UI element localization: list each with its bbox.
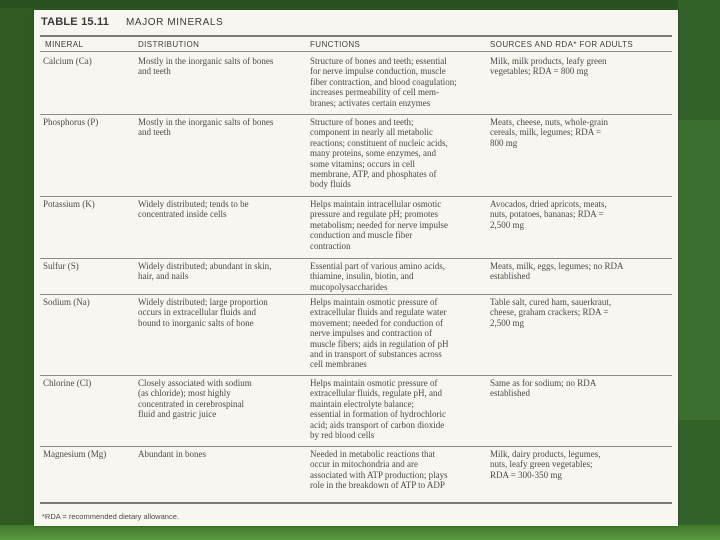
background-top-stripe: [0, 0, 720, 8]
header-rule-bottom: [40, 51, 672, 52]
row-divider: [40, 375, 672, 376]
distribution-cell: Widely distributed; large proportion occurs in extracellular fluids and bound to inorganic salts of bone: [138, 297, 268, 328]
distribution-cell: Closely associated with sodium (as chloride); most highly concentrated in cerebrospinal fluid and gastric juice: [138, 378, 252, 420]
mineral-cell: Chlorine (Cl): [43, 378, 92, 388]
sources-cell: Table salt, cured ham, sauerkraut, cheese, graham crackers; RDA = 2,500 mg: [490, 297, 612, 328]
background-right-strip: [678, 0, 720, 540]
row-divider: [40, 294, 672, 295]
sources-cell: Same as for sodium; no RDA established: [490, 378, 597, 399]
sources-cell: Meats, cheese, nuts, whole-grain cereals, milk, legumes; RDA = 800 mg: [490, 117, 608, 148]
mineral-cell: Sodium (Na): [43, 297, 90, 307]
table-number: TABLE 15.11: [41, 16, 110, 28]
sources-cell: Milk, dairy products, legumes, nuts, leafy green vegetables; RDA = 300-350 mg: [490, 449, 601, 480]
table-title: MAJOR MINERALS: [126, 17, 224, 28]
row-divider: [40, 114, 672, 115]
header-rule-top: [40, 35, 672, 37]
distribution-cell: Abundant in bones: [138, 449, 206, 459]
distribution-cell: Mostly in the inorganic salts of bones and teeth: [138, 117, 274, 138]
mineral-cell: Potassium (K): [43, 199, 95, 209]
column-header-sources: SOURCES AND RDA* FOR ADULTS: [490, 40, 634, 49]
sources-cell: Milk, milk products, leafy green vegetables; RDA = 800 mg: [490, 56, 607, 77]
table-page: [34, 10, 678, 526]
functions-cell: Structure of bones and teeth; essential for nerve impulse conduction, muscle fiber contraction, and blood coagulation; increases permeability of cell mem- branes; activates certain enzymes: [310, 56, 457, 108]
functions-cell: Structure of bones and teeth; component in nearly all metabolic reactions; constituent of nucleic acids, many proteins, some enzymes, and some vitamins; occurs in cell membrane, ATP, and phosphates of body fluids: [310, 117, 448, 190]
table-bottom-rule: [40, 502, 672, 504]
background-bottom-bar: [0, 525, 720, 540]
column-header-functions: FUNCTIONS: [310, 40, 361, 49]
functions-cell: Essential part of various amino acids, thiamine, insulin, biotin, and mucopolysaccharides: [310, 261, 445, 292]
mineral-cell: Sulfur (S): [43, 261, 79, 271]
mineral-cell: Magnesium (Mg): [43, 449, 107, 459]
column-header-distribution: DISTRIBUTION: [138, 40, 200, 49]
functions-cell: Helps maintain osmotic pressure of extracellular fluids, regulate pH, and maintain electrolyte balance; essential in formation of hydrochloric acid; aids transport of carbon dioxide by red blood cells: [310, 378, 446, 441]
sources-cell: Meats, milk, eggs, legumes; no RDA established: [490, 261, 624, 282]
sources-cell: Avocados, dried apricots, meats, nuts, potatoes, bananas; RDA = 2,500 mg: [490, 199, 607, 230]
mineral-cell: Phosphorus (P): [43, 117, 99, 127]
distribution-cell: Widely distributed; abundant in skin, hair, and nails: [138, 261, 272, 282]
mineral-cell: Calcium (Ca): [43, 56, 92, 66]
row-divider: [40, 196, 672, 197]
functions-cell: Needed in metabolic reactions that occur in mitochondria and are associated with ATP production; plays role in the breakdown of ATP to ADP: [310, 449, 448, 491]
row-divider: [40, 446, 672, 447]
functions-cell: Helps maintain osmotic pressure of extracellular fluids and regulate water movement; needed for conduction of nerve impulses and contraction of muscle fibers; aids in regulation of pH and in transport of substances across cell membranes: [310, 297, 449, 370]
distribution-cell: Widely distributed; tends to be concentrated inside cells: [138, 199, 249, 220]
table-header: [40, 13, 672, 33]
footnote: *RDA = recommended dietary allowance.: [42, 512, 179, 521]
distribution-cell: Mostly in the inorganic salts of bones and teeth: [138, 56, 274, 77]
functions-cell: Helps maintain intracellular osmotic pressure and regulate pH; promotes metabolism; needed for nerve impulse conduction and muscle fiber contraction: [310, 199, 448, 251]
row-divider: [40, 258, 672, 259]
column-header-mineral: MINERAL: [45, 40, 84, 49]
